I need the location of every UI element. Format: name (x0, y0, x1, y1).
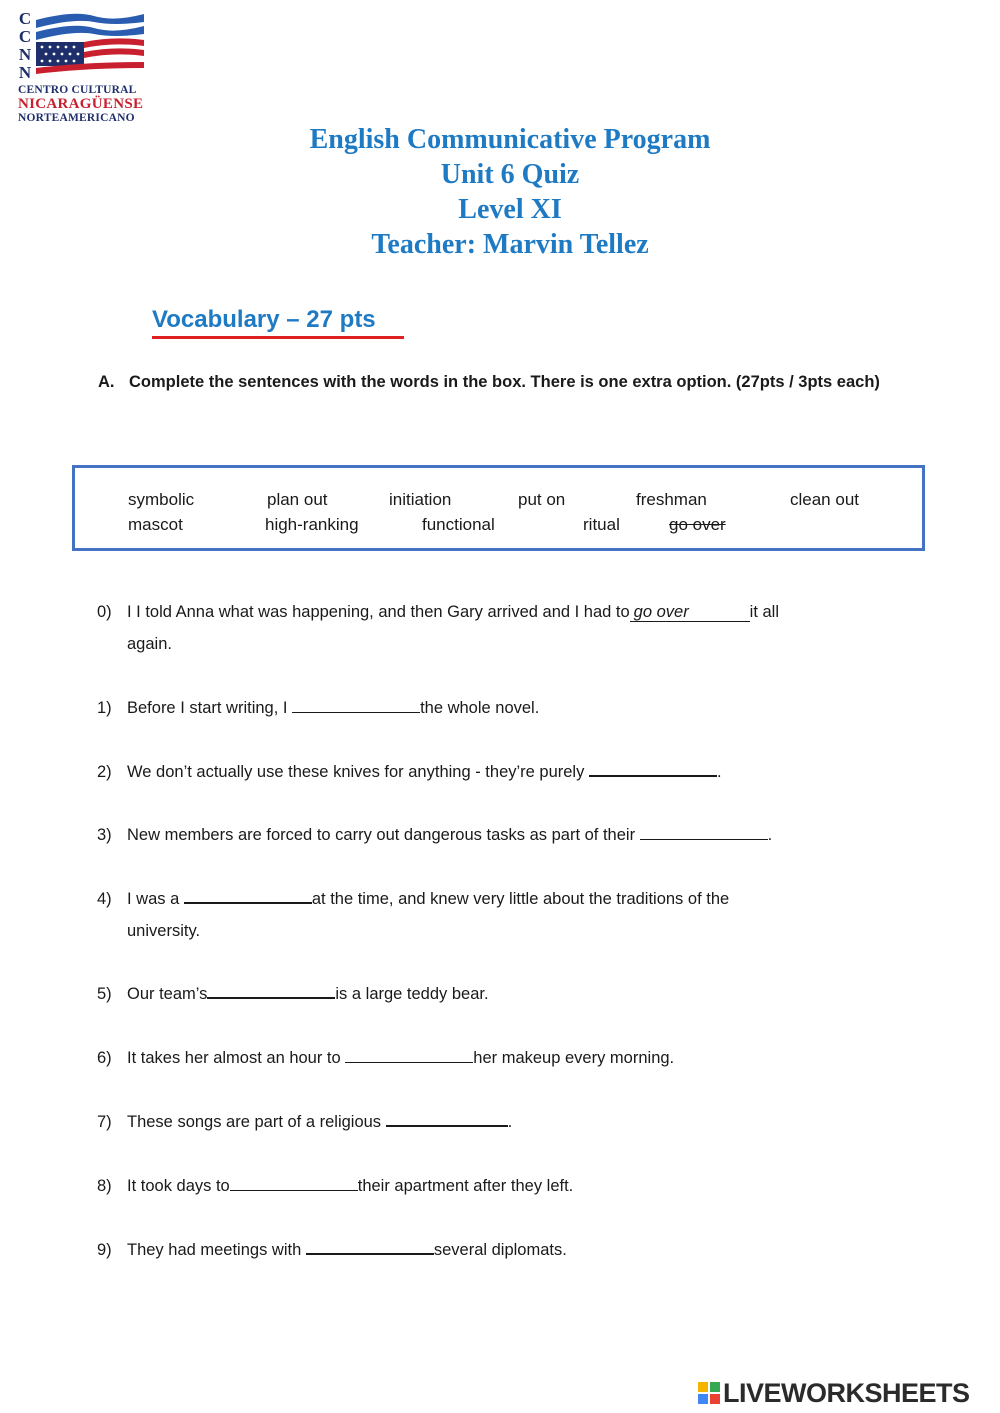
teacher-title: Teacher: Marvin Tellez (371, 229, 649, 260)
answer-blank[interactable] (184, 888, 312, 904)
logo-letters: C C N N (18, 9, 32, 82)
answer-blank[interactable] (207, 983, 335, 999)
answer-blank[interactable] (640, 825, 768, 840)
word-option: clean out (790, 490, 859, 509)
word-option: plan out (267, 490, 328, 509)
word-option: mascot (128, 515, 183, 534)
instruction-text: Complete the sentences with the words in the box. There is one extra option. (27pts / 3pts each) (129, 373, 880, 391)
instruction (98, 367, 888, 398)
quiz-title: Unit 6 Quiz (440, 159, 580, 190)
liveworksheets-icon (698, 1382, 720, 1404)
logo-text: CENTRO CULTURAL NICARAGÜENSE NORTEAMERICANO (18, 84, 144, 124)
word-option: freshman (636, 490, 707, 509)
answer-blank[interactable] (292, 698, 420, 713)
word-option: initiation (389, 490, 452, 509)
page-title (0, 122, 1000, 262)
liveworksheets-brand: LIVEWORKSHEETS (723, 1378, 970, 1408)
word-option: ritual (583, 515, 620, 534)
answer-blank[interactable] (345, 1048, 473, 1063)
level-title: Level XI (458, 194, 562, 225)
answer-blank[interactable] (386, 1111, 508, 1127)
answer-blank[interactable] (306, 1239, 434, 1255)
answer-blank[interactable] (230, 1176, 358, 1191)
example-answer: go over (630, 603, 750, 622)
word-box (72, 465, 925, 551)
flag-icon (34, 10, 146, 78)
word-option-used: go over (669, 515, 726, 534)
section-title: Vocabulary – 27 pts (152, 306, 376, 333)
instruction-letter: A. (98, 373, 115, 391)
word-option: put on (518, 490, 566, 509)
word-option: symbolic (128, 490, 195, 509)
answer-blank[interactable] (589, 761, 717, 777)
program-title: English Communicative Program (309, 124, 711, 155)
institution-logo (16, 8, 156, 128)
section-underline (152, 336, 404, 339)
word-option: functional (422, 515, 495, 534)
word-option: high-ranking (265, 515, 359, 534)
